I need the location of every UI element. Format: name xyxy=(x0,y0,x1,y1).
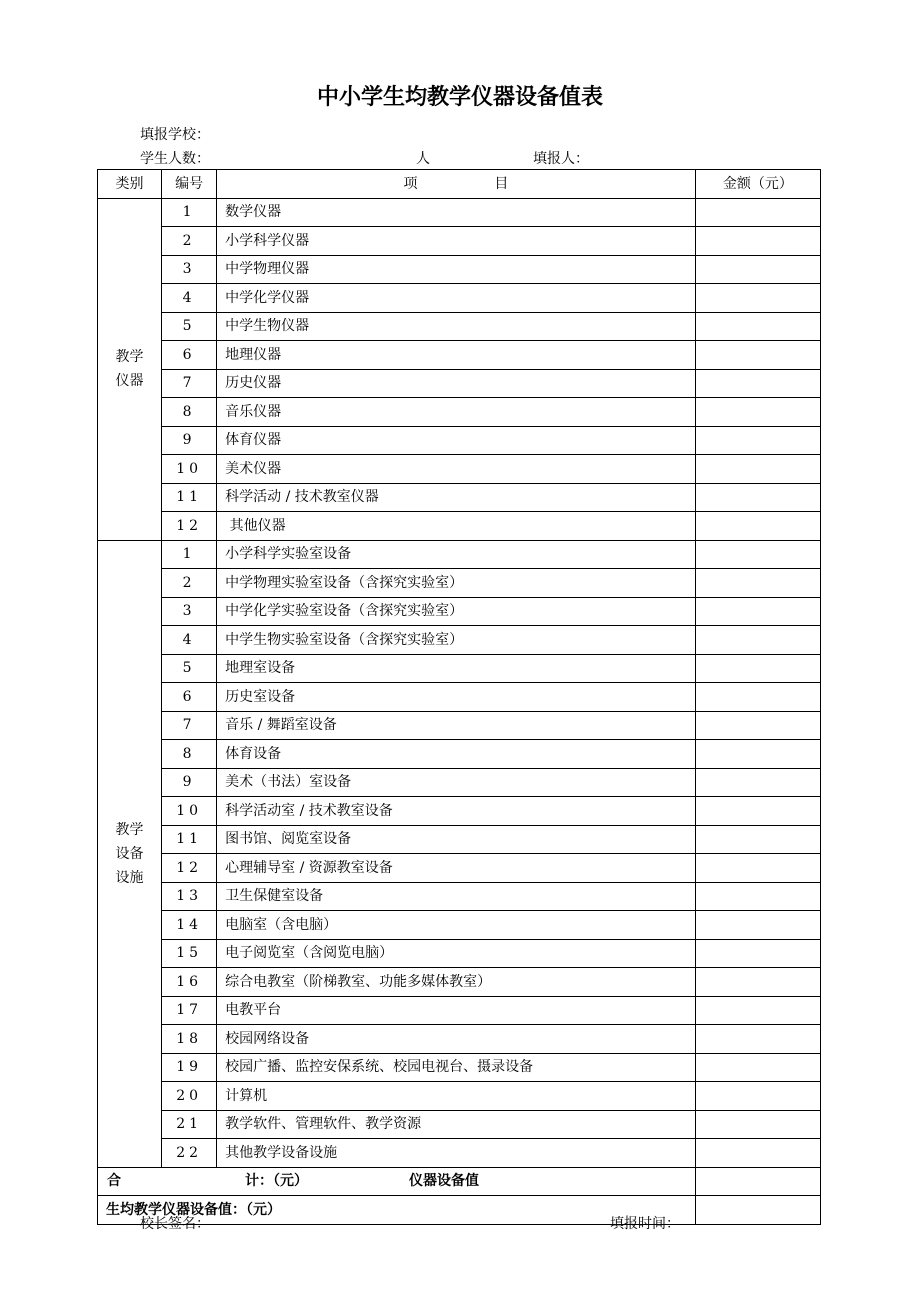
item-number: 6 xyxy=(162,683,217,712)
item-number: 20 xyxy=(162,1082,217,1111)
table-row xyxy=(98,711,821,740)
item-number: 7 xyxy=(162,369,217,398)
table-row xyxy=(98,911,821,940)
item-name: 音乐 / 舞蹈室设备 xyxy=(217,711,696,740)
amount-cell[interactable] xyxy=(695,1025,820,1054)
amount-cell[interactable] xyxy=(695,825,820,854)
item-number: 9 xyxy=(162,768,217,797)
item-name: 美术仪器 xyxy=(217,455,696,484)
item-number: 8 xyxy=(162,740,217,769)
item-number: 18 xyxy=(162,1025,217,1054)
amount-cell[interactable] xyxy=(695,768,820,797)
table-row xyxy=(98,198,821,227)
total-label-cell xyxy=(98,1167,696,1196)
amount-cell[interactable] xyxy=(695,711,820,740)
amount-cell[interactable] xyxy=(695,1053,820,1082)
item-number: 3 xyxy=(162,597,217,626)
item-number: 13 xyxy=(162,882,217,911)
amount-cell[interactable] xyxy=(695,911,820,940)
category-cell xyxy=(98,198,162,540)
item-number: 9 xyxy=(162,426,217,455)
amount-cell[interactable] xyxy=(695,597,820,626)
filler-label: 填报人： xyxy=(533,151,589,167)
item-name: 地理仪器 xyxy=(217,341,696,370)
item-name: 中学生物仪器 xyxy=(217,312,696,341)
table-row xyxy=(98,426,821,455)
item-name: 科学活动室 / 技术教室设备 xyxy=(217,797,696,826)
item-name: 校园网络设备 xyxy=(217,1025,696,1054)
item-name: 音乐仪器 xyxy=(217,398,696,427)
item-number: 22 xyxy=(162,1139,217,1168)
amount-cell[interactable] xyxy=(695,939,820,968)
item-name: 地理室设备 xyxy=(217,654,696,683)
header-category: 类别 xyxy=(98,170,162,199)
table-row xyxy=(98,569,821,598)
amount-cell[interactable] xyxy=(695,882,820,911)
table-row xyxy=(98,341,821,370)
item-number: 1 xyxy=(162,540,217,569)
item-name: 中学生物实验室设备（含探究实验室） xyxy=(217,626,696,655)
table-row xyxy=(98,626,821,655)
item-number: 2 xyxy=(162,227,217,256)
table-row xyxy=(98,996,821,1025)
item-number: 21 xyxy=(162,1110,217,1139)
item-name: 美术（书法）室设备 xyxy=(217,768,696,797)
principal-signature-label: 校长签名： xyxy=(140,1216,210,1232)
item-name: 小学科学仪器 xyxy=(217,227,696,256)
item-name: 体育仪器 xyxy=(217,426,696,455)
table-row xyxy=(98,1025,821,1054)
amount-cell[interactable] xyxy=(695,398,820,427)
item-name: 卫生保健室设备 xyxy=(217,882,696,911)
header-number: 编号 xyxy=(162,170,217,199)
item-number: 10 xyxy=(162,455,217,484)
table-row xyxy=(98,654,821,683)
header-row xyxy=(98,170,821,199)
item-number: 12 xyxy=(162,512,217,541)
total-row xyxy=(98,1167,821,1196)
amount-cell[interactable] xyxy=(695,426,820,455)
item-number: 6 xyxy=(162,341,217,370)
table-row xyxy=(98,369,821,398)
header-item-a: 项 xyxy=(403,175,418,192)
item-name: 中学物理实验室设备（含探究实验室） xyxy=(217,569,696,598)
item-name: 数学仪器 xyxy=(217,198,696,227)
item-number: 3 xyxy=(162,255,217,284)
fill-date-label: 填报时间： xyxy=(610,1216,680,1232)
table-row xyxy=(98,768,821,797)
item-number: 2 xyxy=(162,569,217,598)
person-unit: 人 xyxy=(416,151,430,167)
equipment-table xyxy=(97,169,821,1225)
item-number: 16 xyxy=(162,968,217,997)
item-name: 综合电教室（阶梯教室、功能多媒体教室） xyxy=(217,968,696,997)
item-name: 心理辅导室 / 资源教室设备 xyxy=(217,854,696,883)
amount-cell[interactable] xyxy=(695,683,820,712)
table-row xyxy=(98,740,821,769)
table-row xyxy=(98,939,821,968)
amount-cell[interactable] xyxy=(695,227,820,256)
category-label: 教学仪器 xyxy=(115,349,144,389)
item-name: 其他教学设备设施 xyxy=(217,1139,696,1168)
item-name: 中学化学实验室设备（含探究实验室） xyxy=(217,597,696,626)
item-name: 小学科学实验室设备 xyxy=(217,540,696,569)
item-name: 历史室设备 xyxy=(217,683,696,712)
amount-cell[interactable] xyxy=(695,968,820,997)
table-row xyxy=(98,227,821,256)
amount-cell[interactable] xyxy=(695,312,820,341)
item-number: 17 xyxy=(162,996,217,1025)
item-name: 中学物理仪器 xyxy=(217,255,696,284)
table-row xyxy=(98,512,821,541)
amount-cell[interactable] xyxy=(695,341,820,370)
amount-cell[interactable] xyxy=(695,369,820,398)
item-number: 5 xyxy=(162,312,217,341)
table-row xyxy=(98,1110,821,1139)
per-student-amount-cell[interactable] xyxy=(695,1196,820,1225)
table-row xyxy=(98,597,821,626)
amount-cell[interactable] xyxy=(695,569,820,598)
amount-cell[interactable] xyxy=(695,854,820,883)
item-name: 图书馆、阅览室设备 xyxy=(217,825,696,854)
item-number: 11 xyxy=(162,825,217,854)
table-row xyxy=(98,455,821,484)
amount-cell[interactable] xyxy=(695,512,820,541)
item-name: 电教平台 xyxy=(217,996,696,1025)
table-row xyxy=(98,398,821,427)
table-row xyxy=(98,825,821,854)
amount-cell[interactable] xyxy=(695,740,820,769)
header-item-b: 目 xyxy=(494,175,509,192)
table-row xyxy=(98,882,821,911)
item-name: 教学软件、管理软件、教学资源 xyxy=(217,1110,696,1139)
table-row xyxy=(98,1139,821,1168)
item-number: 10 xyxy=(162,797,217,826)
table-row xyxy=(98,968,821,997)
item-name: 科学活动 / 技术教室仪器 xyxy=(217,483,696,512)
amount-cell[interactable] xyxy=(695,654,820,683)
amount-cell[interactable] xyxy=(695,483,820,512)
amount-cell[interactable] xyxy=(695,797,820,826)
total-label-value: 仪器设备值 xyxy=(409,1172,479,1189)
item-name: 体育设备 xyxy=(217,740,696,769)
table-row xyxy=(98,483,821,512)
table-row xyxy=(98,1053,821,1082)
amount-cell[interactable] xyxy=(695,255,820,284)
item-number: 15 xyxy=(162,939,217,968)
per-student-label: 生均教学仪器设备值：（元） xyxy=(98,1196,696,1225)
total-amount-cell[interactable] xyxy=(695,1167,820,1196)
item-number: 4 xyxy=(162,284,217,313)
amount-cell[interactable] xyxy=(695,996,820,1025)
table-row xyxy=(98,1082,821,1111)
item-number: 7 xyxy=(162,711,217,740)
item-name: 历史仪器 xyxy=(217,369,696,398)
header-item xyxy=(217,170,696,199)
header-amount: 金额（元） xyxy=(695,170,820,199)
table-row xyxy=(98,540,821,569)
category-label: 教学设备设施 xyxy=(115,821,144,886)
table-row xyxy=(98,255,821,284)
item-name: 电脑室（含电脑） xyxy=(217,911,696,940)
total-label-ji: 计：（元） xyxy=(245,1172,308,1189)
item-number: 5 xyxy=(162,654,217,683)
category-cell xyxy=(98,540,162,1167)
amount-cell[interactable] xyxy=(695,1082,820,1111)
amount-cell[interactable] xyxy=(695,1139,820,1168)
item-name: 其他仪器 xyxy=(217,512,696,541)
item-number: 12 xyxy=(162,854,217,883)
students-label: 学生人数： xyxy=(140,151,210,167)
table-row xyxy=(98,683,821,712)
item-number: 4 xyxy=(162,626,217,655)
amount-cell[interactable] xyxy=(695,284,820,313)
table-row xyxy=(98,797,821,826)
item-number: 14 xyxy=(162,911,217,940)
table-row xyxy=(98,284,821,313)
item-name: 中学化学仪器 xyxy=(217,284,696,313)
amount-cell[interactable] xyxy=(695,198,820,227)
amount-cell[interactable] xyxy=(695,626,820,655)
page-title: 中小学生均教学仪器设备值表 xyxy=(316,85,603,110)
table-row xyxy=(98,854,821,883)
amount-cell[interactable] xyxy=(695,540,820,569)
item-name: 电子阅览室（含阅览电脑） xyxy=(217,939,696,968)
amount-cell[interactable] xyxy=(695,1110,820,1139)
school-label: 填报学校： xyxy=(140,127,210,143)
item-number: 11 xyxy=(162,483,217,512)
item-name: 校园广播、监控安保系统、校园电视台、摄录设备 xyxy=(217,1053,696,1082)
item-number: 8 xyxy=(162,398,217,427)
item-number: 19 xyxy=(162,1053,217,1082)
item-name: 计算机 xyxy=(217,1082,696,1111)
table-row xyxy=(98,312,821,341)
item-number: 1 xyxy=(162,198,217,227)
amount-cell[interactable] xyxy=(695,455,820,484)
total-label-he: 合 xyxy=(107,1172,121,1189)
